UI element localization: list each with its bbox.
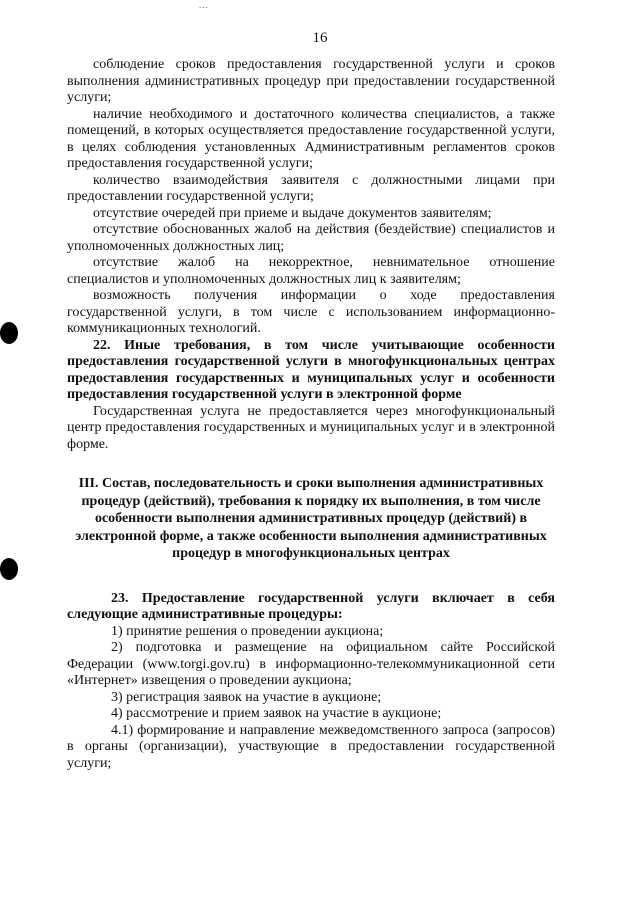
item-23-heading: 23. Предоставление государственной услуги включает в себя следующие административные процедуры: [67,590,555,622]
procedure-item: 2) подготовка и размещение на официальном сайте Российской Федерации (www.torgi.gov.ru) в информационно-телекоммуникационной сети «Интернет» извещения о проведении аукциона; [67,640,555,688]
paragraph: отсутствие жалоб на некорректное, невнимательное отношение специалистов и уполномоченных должностных лиц к заявителям; [67,255,555,287]
paragraph: отсутствие очередей при приеме и выдаче документов заявителям; [93,205,492,221]
procedure-item: 1) принятие решения о проведении аукциона; [111,623,384,639]
paragraph: соблюдение сроков предоставления государственной услуги и сроков выполнения административных процедур при предоставлении государственной услуги; [67,57,555,105]
item-22-heading: 22. Иные требования, в том числе учитывающие особенности предоставления государственной услуги в многофункциональных центрах предоставления государственных и муниципальных услуг и особенности предоставления государственной услуги в электронной форме [67,337,555,402]
punch-hole-mark [0,558,18,580]
procedure-item: 4) рассмотрение и прием заявок на участие в аукционе; [111,706,442,721]
paragraph: наличие необходимого и достаточного количества специалистов, а также помещений, в которых осуществляется предоставление государственной услуги, в целях соблюдения установленных Административным регламентов сроков предоставления государственной услуги; [67,106,555,171]
section-3-heading: III. Состав, последовательность и сроки выполнения административных процедур (действий), требования к порядку их выполнения, в том числе особенности выполнения административных процедур (действий) в электронной форме, а также особенности выполнения административных процедур в многофункциональных центрах [75,476,547,561]
paragraph: количество взаимодействия заявителя с должностными лицами при предоставлении государственной услуги; [67,172,555,204]
item-22-text: Государственная услуга не предоставляется через многофункциональный центр предоставления государственных и муниципальных услуг и в электронной форме. [67,403,555,452]
punch-hole-mark [0,322,18,344]
top-mark: ... [199,0,209,10]
paragraph: отсутствие обоснованных жалоб на действия (бездействие) специалистов и уполномоченных должностных лиц; [67,222,555,254]
document-body [67,57,555,772]
procedure-item: 4.1) формирование и направление межведомственного запроса (запросов) в органы (организации), участвующие в предоставлении государственной услуги; [67,722,555,771]
page-number: 16 [312,30,328,46]
procedure-item: 3) регистрация заявок на участие в аукционе; [111,689,382,705]
paragraph: возможность получения информации о ходе предоставления государственной услуги, в том числе с использованием информационно-коммуникационных технологий. [67,288,555,336]
